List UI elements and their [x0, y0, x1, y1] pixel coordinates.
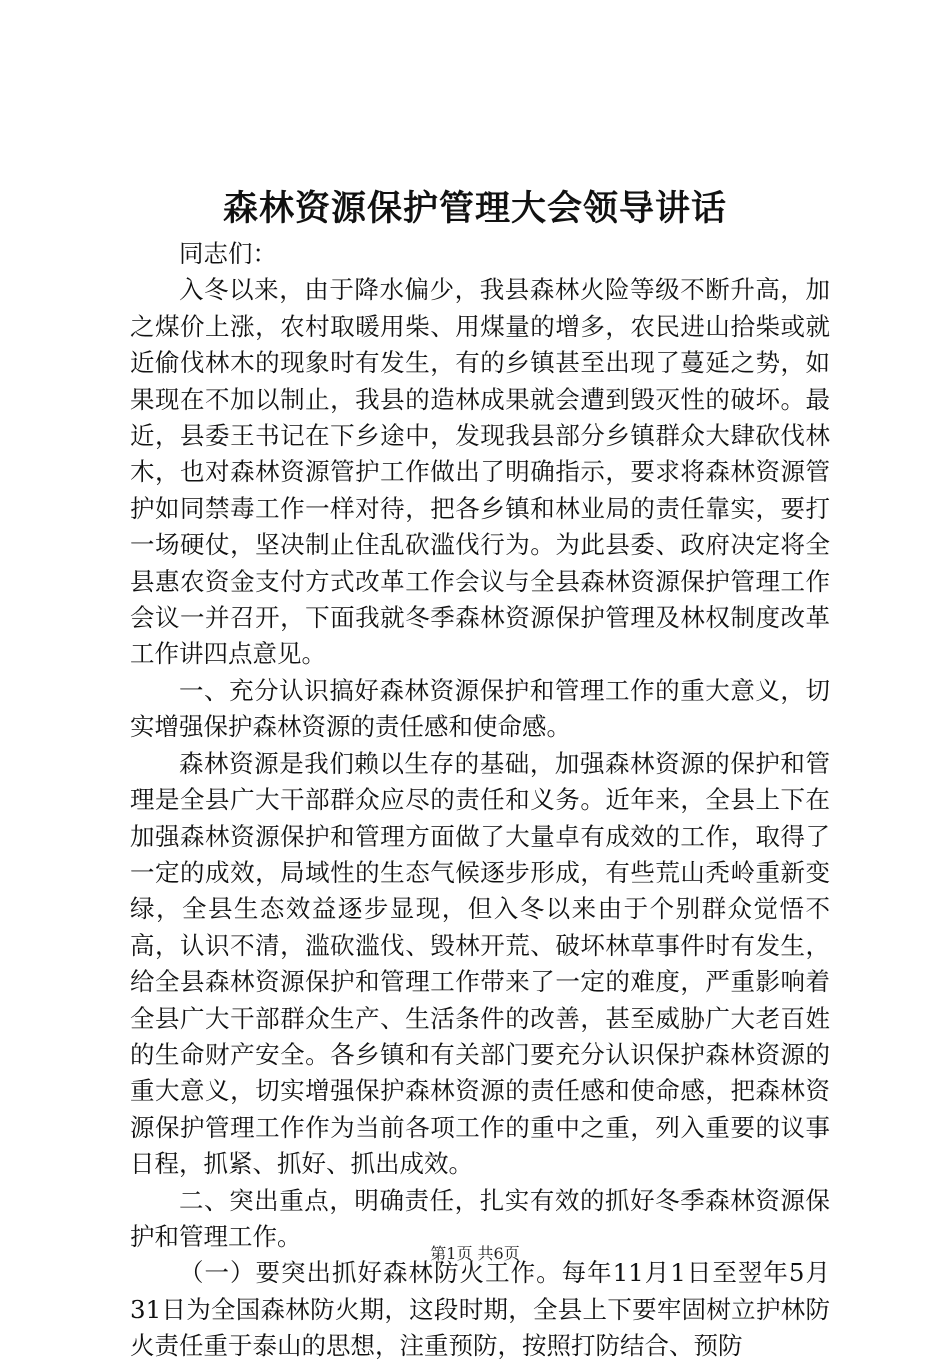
section-heading: 二、突出重点，明确责任，扎实有效的抓好冬季森林资源保护和管理工作。	[130, 1185, 830, 1251]
section-heading: 一、充分认识搞好森林资源保护和管理工作的重大意义，切实增强保护森林资源的责任感和使命感。	[130, 675, 830, 742]
document-title: 森林资源保护管理大会领导讲话	[222, 188, 727, 229]
body-paragraph: （一）要突出抓好森林防火工作。每年11月1日至翌年5月31日为全国森林防火期，这段时期，全县上下要牢固树立护林防火责任重于泰山的思想，注重预防，按照打防结合、预防	[130, 1258, 830, 1361]
document-body	[130, 236, 830, 1365]
page-number-footer: 第1页 共6页	[430, 1244, 520, 1263]
salutation: 同志们：	[179, 239, 277, 268]
body-paragraph: 森林资源是我们赖以生存的基础，加强森林资源的保护和管理是全县广大干部群众应尽的责任和义务。近年来，全县上下在加强森林资源保护和管理方面做了大量卓有成效的工作，取得了一定的成效，局域性的生态气候逐步形成，有些荒山秃岭重新变绿，全县生态效益逐步显现，但入冬以来由于个别群众觉悟不高，认识不清，滥砍滥伐、毁林开荒、破坏林草事件时有发生，给全县森林资源保护和管理工作带来了一定的难度，严重影响着全县广大干部群众生产、生活条件的改善，甚至威胁广大老百姓的生命财产安全。各乡镇和有关部门要充分认识保护森林资源的重大意义，切实增强保护森林资源的责任感和使命感，把森林资源保护管理工作作为当前各项工作的重中之重，列入重要的议事日程，抓紧、抓好、抓出成效。	[130, 748, 830, 1179]
body-paragraph: 入冬以来，由于降水偏少，我县森林火险等级不断升高，加之煤价上涨，农村取暖用柴、用煤量的增多，农民进山拾柴或就近偷伐林木的现象时有发生，有的乡镇甚至出现了蔓延之势，如果现在不加以制止，我县的造林成果就会遭到毁灭性的破坏。最近，县委王书记在下乡途中，发现我县部分乡镇群众大肆砍伐林木，也对森林资源管护工作做出了明确指示，要求将森林资源管护如同禁毒工作一样对待，把各乡镇和林业局的责任靠实，要打一场硬仗，坚决制止住乱砍滥伐行为。为此县委、政府决定将全县惠农资金支付方式改革工作会议与全县森林资源保护管理工作会议一并召开，下面我就冬季森林资源保护管理及林权制度改革工作讲四点意见。	[130, 275, 830, 669]
